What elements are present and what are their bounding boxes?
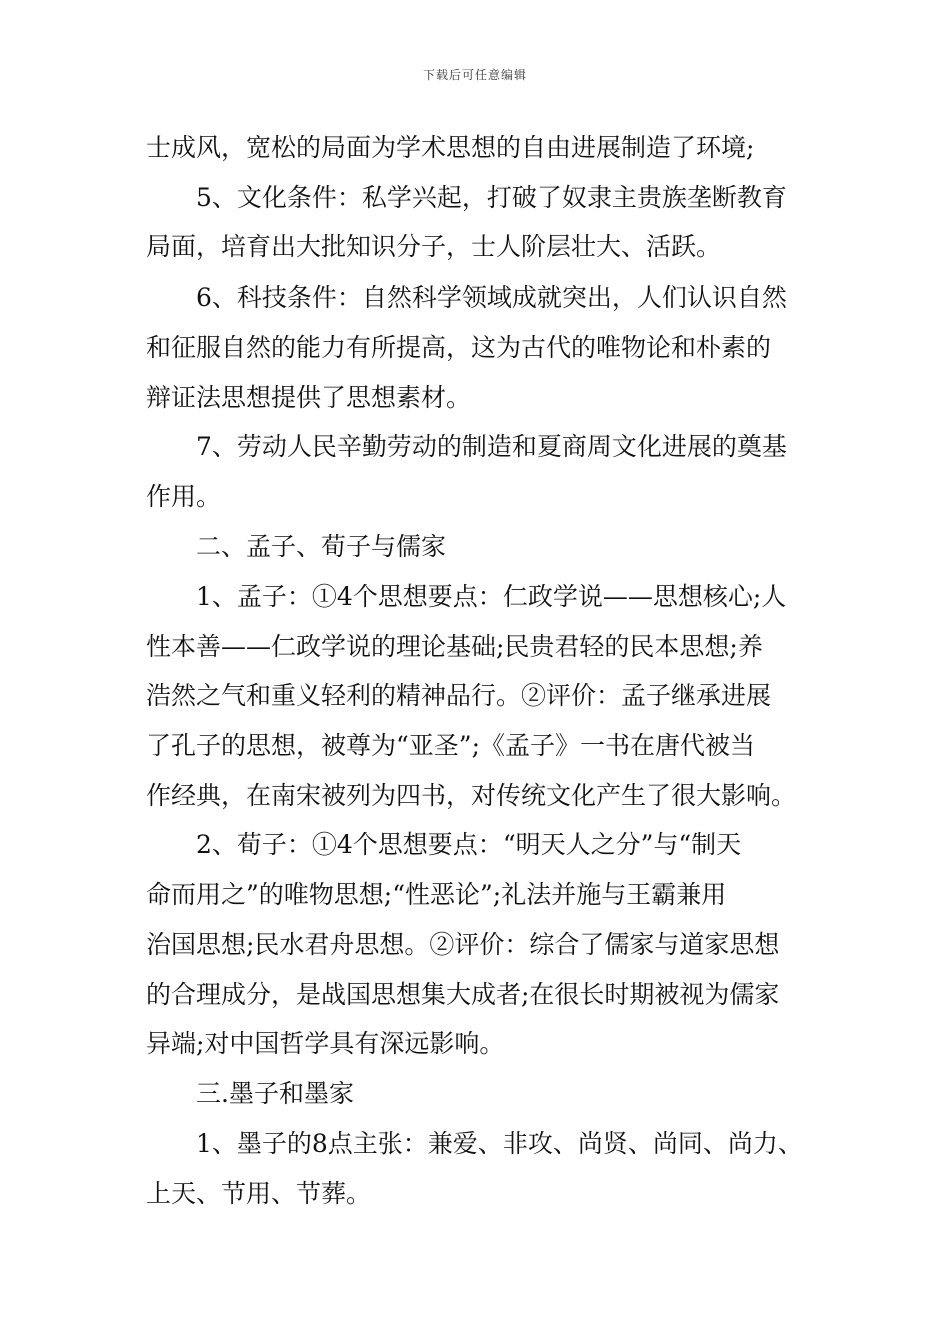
text-line: 作经典，在南宋被列为四书，对传统文化产生了很大影响。 (146, 781, 797, 810)
text-line: 异端;对中国哲学具有深远影响。 (146, 1029, 505, 1058)
text-line: 浩然之气和重义轻利的精神品行。②评价：孟子继承进展 (146, 681, 772, 710)
text-line: 6、科技条件：自然科学领域成就突出，人们认识自然 (196, 283, 787, 312)
text-line: 治国思想;民水君舟思想。②评价：综合了儒家与道家思想 (146, 930, 780, 959)
page-header-note: 下载后可任意编辑 (422, 68, 527, 82)
text-line: 局面，培育出大批知识分子，士人阶层壮大、活跃。 (146, 232, 722, 261)
text-line: 了孔子的思想，被尊为“亚圣”;《孟子》一书在唐代被当 (146, 731, 755, 760)
text-line: 5、文化条件：私学兴起，打破了奴隶主贵族垄断教育 (196, 183, 787, 212)
text-line: 作用。 (146, 482, 222, 511)
text-line: 2、荀子：①4个思想要点：“明天人之分”与“制天 (196, 830, 742, 859)
text-line: 7、劳动人民辛勤劳动的制造和夏商周文化进展的奠基 (196, 432, 787, 461)
text-line: 命而用之”的唯物思想;“性恶论”;礼法并施与王霸兼用 (146, 880, 727, 909)
text-line: 1、孟子：①4个思想要点：仁政学说——思想核心;人 (196, 582, 787, 611)
text-line: 性本善——仁政学说的理论基础;民贵君轻的民本思想;养 (146, 632, 763, 661)
text-line: 辩证法思想提供了思想素材。 (146, 383, 472, 412)
section-heading: 三.墨子和墨家 (196, 1079, 354, 1108)
text-line: 上天、节用、节葬。 (146, 1179, 372, 1208)
text-line: 和征服自然的能力有所提高，这为古代的唯物论和朴素的 (146, 333, 772, 362)
text-line: 的合理成分，是战国思想集大成者;在很长时期被视为儒家 (146, 980, 780, 1009)
section-heading: 二、孟子、荀子与儒家 (196, 532, 447, 561)
text-line: 士成风，宽松的局面为学术思想的自由进展制造了环境; (146, 133, 755, 162)
text-line: 1、墨子的8点主张：兼爱、非攻、尚贤、尚同、尚力、 (196, 1129, 803, 1158)
